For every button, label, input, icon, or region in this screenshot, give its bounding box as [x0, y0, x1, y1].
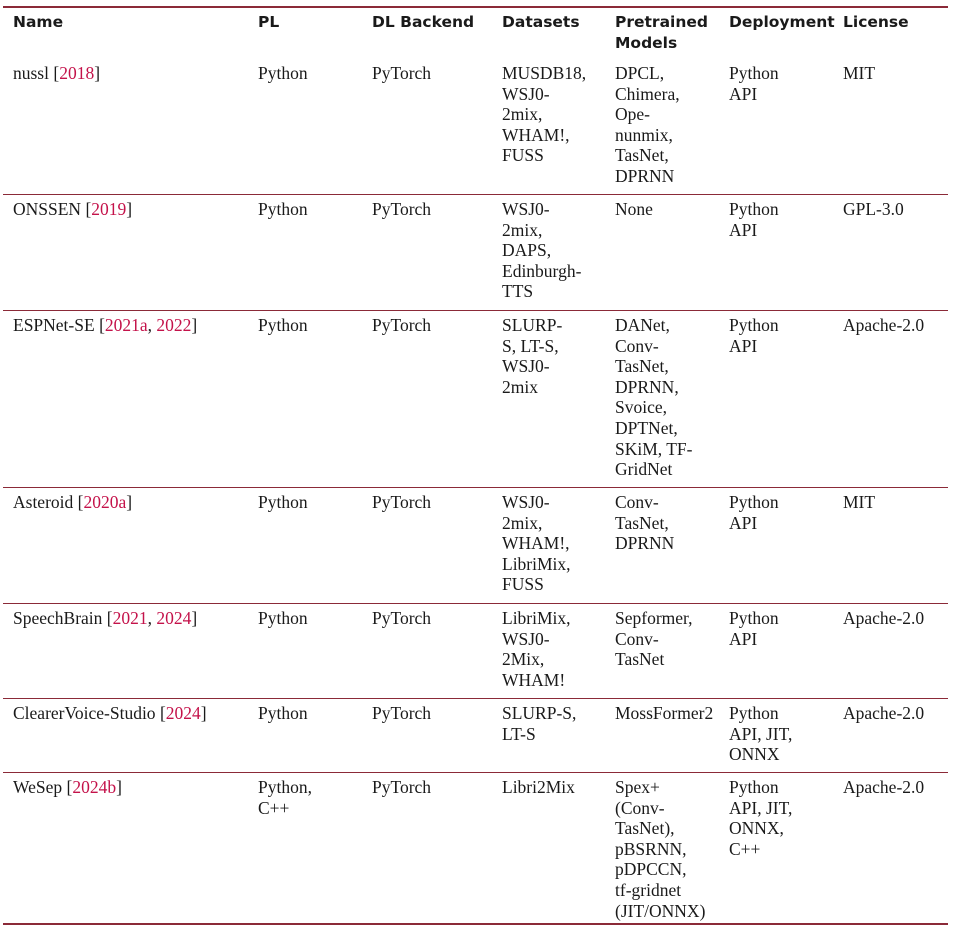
cell-name: Asteroid [2020a]: [13, 492, 133, 512]
cell-deployment: Python API: [729, 608, 779, 649]
cell-name: WeSep [2024b]: [13, 777, 122, 797]
table-row: [3, 603, 948, 698]
cell-datasets: SLURP- S, LT-S, WSJ0- 2mix: [502, 315, 563, 397]
cell-deployment: Python API: [729, 315, 779, 356]
cell-license: GPL-3.0: [843, 199, 904, 219]
header-dl-backend: DL Backend: [372, 13, 475, 31]
toolkit-comparison-table: [3, 6, 948, 925]
table-row: [3, 194, 948, 310]
toolkit-name: Asteroid: [13, 492, 74, 512]
cell-deployment: Python API, JIT, ONNX: [729, 703, 793, 765]
cell-pretrained-models: MossFormer2: [615, 703, 714, 723]
cell-name: SpeechBrain [2021, 2024]: [13, 608, 198, 628]
toolkit-name: nussl: [13, 63, 49, 83]
table-body: [3, 59, 948, 923]
citation-link[interactable]: 2024: [156, 608, 192, 628]
cell-dl-backend: PyTorch: [372, 63, 432, 83]
table-row: [3, 772, 948, 923]
table-header-row: [3, 8, 948, 59]
citation-link[interactable]: 2024b: [72, 777, 117, 797]
citation-link[interactable]: 2024: [165, 703, 201, 723]
cell-pretrained-models: DANet, Conv- TasNet, DPRNN, Svoice, DPTNet, SKiM, TF- GridNet: [615, 315, 693, 480]
toolkit-name: SpeechBrain: [13, 608, 103, 628]
cell-pl: Python: [258, 703, 308, 723]
table-row: [3, 487, 948, 603]
cell-dl-backend: PyTorch: [372, 492, 432, 512]
cell-datasets: WSJ0- 2mix, WHAM!, LibriMix, FUSS: [502, 492, 571, 595]
toolkit-name: ONSSEN: [13, 199, 82, 219]
cell-dl-backend: PyTorch: [372, 315, 432, 335]
cell-dl-backend: PyTorch: [372, 199, 432, 219]
table-row: [3, 698, 948, 772]
cell-name: ESPNet-SE [2021a, 2022]: [13, 315, 198, 335]
toolkit-name: ESPNet-SE: [13, 315, 95, 335]
cell-deployment: Python API, JIT, ONNX, C++: [729, 777, 793, 859]
cell-datasets: Libri2Mix: [502, 777, 575, 797]
cell-license: MIT: [843, 492, 876, 512]
cell-datasets: LibriMix, WSJ0- 2Mix, WHAM!: [502, 608, 571, 690]
cell-datasets: SLURP-S, LT-S: [502, 703, 577, 744]
citation-link[interactable]: 2021: [112, 608, 148, 628]
citation-link[interactable]: 2020a: [83, 492, 127, 512]
cell-name: ClearerVoice-Studio [2024]: [13, 703, 207, 723]
citation-link[interactable]: 2021a: [104, 315, 148, 335]
cell-pl: Python: [258, 63, 308, 83]
cell-pretrained-models: Spex+ (Conv- TasNet), pBSRNN, pDPCCN, tf-gridnet (JIT/ONNX): [615, 777, 706, 921]
citation-link[interactable]: 2018: [59, 63, 95, 83]
cell-name: nussl [2018]: [13, 63, 101, 83]
cell-pretrained-models: DPCL, Chimera, Ope- nunmix, TasNet, DPRNN: [615, 63, 680, 186]
citation-link[interactable]: 2022: [156, 315, 192, 335]
header-datasets: Datasets: [502, 13, 580, 31]
header-pl: PL: [258, 13, 280, 31]
cell-license: Apache-2.0: [843, 703, 925, 723]
cell-deployment: Python API: [729, 199, 779, 240]
header-license: License: [843, 13, 909, 31]
cell-license: MIT: [843, 63, 876, 83]
cell-pl: Python, C++: [258, 777, 312, 818]
cell-dl-backend: PyTorch: [372, 703, 432, 723]
cell-datasets: WSJ0- 2mix, DAPS, Edinburgh- TTS: [502, 199, 582, 302]
cell-license: Apache-2.0: [843, 608, 925, 628]
cell-license: Apache-2.0: [843, 777, 925, 797]
cell-dl-backend: PyTorch: [372, 777, 432, 797]
table-row: [3, 310, 948, 487]
cell-pretrained-models: None: [615, 199, 653, 219]
cell-pretrained-models: Conv- TasNet, DPRNN: [615, 492, 675, 554]
header-pretrained-models: Pretrained Models: [615, 13, 708, 52]
table-row: [3, 59, 948, 194]
cell-deployment: Python API: [729, 492, 779, 533]
cell-pl: Python: [258, 199, 308, 219]
header-name: Name: [13, 13, 64, 31]
cell-dl-backend: PyTorch: [372, 608, 432, 628]
header-deployment: Deployment: [729, 13, 835, 31]
cell-name: ONSSEN [2019]: [13, 199, 133, 219]
cell-deployment: Python API: [729, 63, 779, 104]
cell-license: Apache-2.0: [843, 315, 925, 335]
toolkit-name: ClearerVoice-Studio: [13, 703, 156, 723]
toolkit-name: WeSep: [13, 777, 63, 797]
cell-pl: Python: [258, 492, 308, 512]
cell-pretrained-models: Sepformer, Conv- TasNet: [615, 608, 693, 670]
citation-link[interactable]: 2019: [91, 199, 127, 219]
cell-datasets: MUSDB18, WSJ0- 2mix, WHAM!, FUSS: [502, 63, 587, 166]
cell-pl: Python: [258, 315, 308, 335]
cell-pl: Python: [258, 608, 308, 628]
